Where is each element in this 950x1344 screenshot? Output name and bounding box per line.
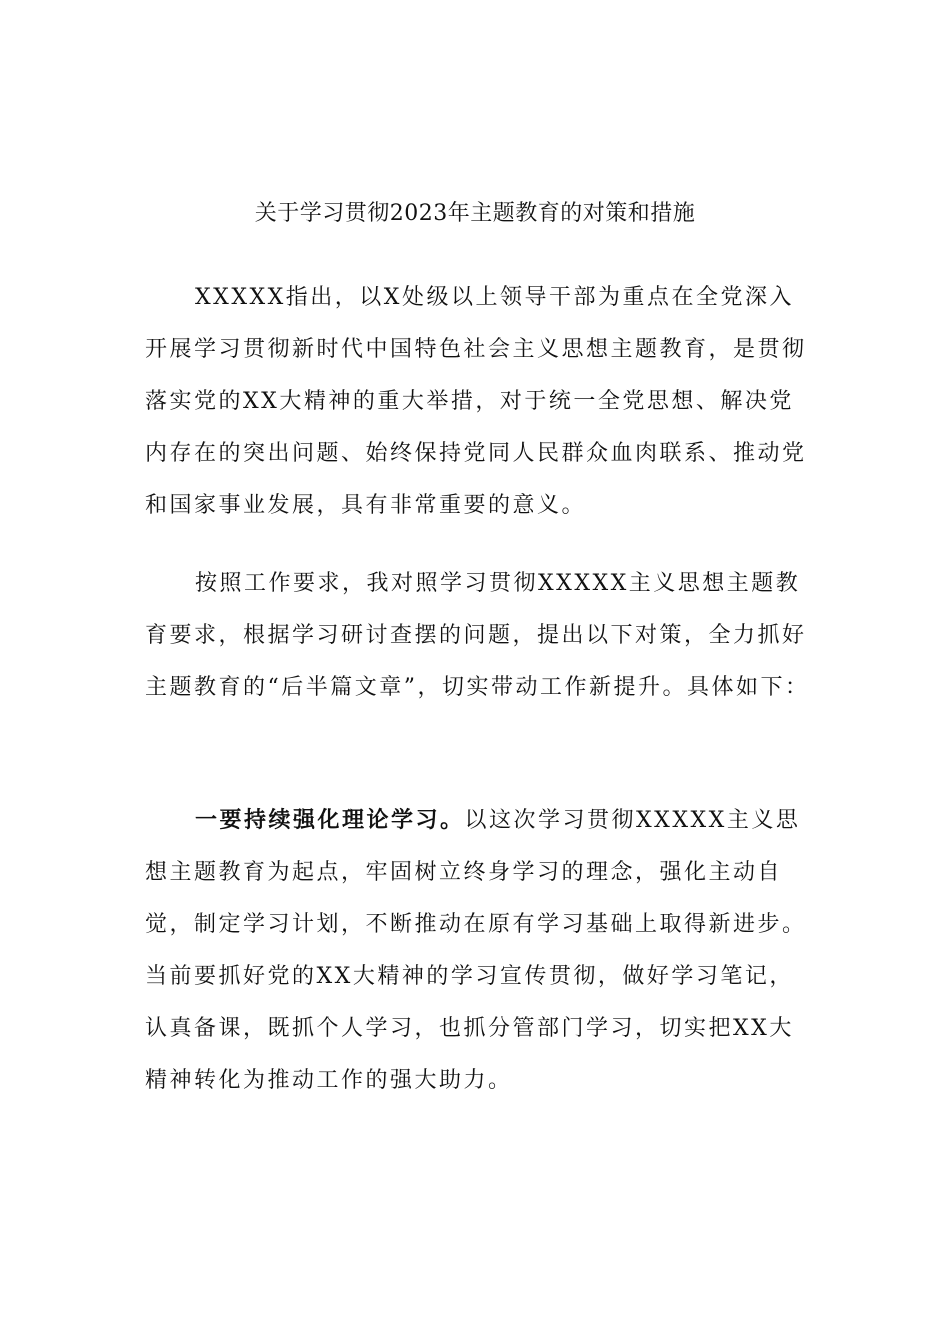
paragraph-text: 按照工作要求，我对照学习贯彻XXXXX主义思想主题教育要求，根据学习研讨查摆的问题，提出以下对策，全力抓好主题教育的“后半篇文章”，切实带动工作新提升。具体如下： [145, 571, 810, 700]
paragraph-measure-1 [145, 794, 810, 1107]
document-title: 关于学习贯彻2023年主题教育的对策和措施 [254, 201, 696, 226]
paragraph-intro [145, 272, 810, 532]
paragraph-text: XXXXX指出，以X处级以上领导干部为重点在全党深入开展学习贯彻新时代中国特色社会主义思想主题教育，是贯彻落实党的XX大精神的重大举措，对于统一全党思想、解决党内存在的突出问题、始终保持党同人民群众血肉联系、推动党和国家事业发展，具有非常重要的意义。 [145, 285, 807, 518]
paragraph-text: 以这次学习贯彻XXXXX主义思想主题教育为起点，牢固树立终身学习的理念，强化主动自觉，制定学习计划，不断推动在原有学习基础上取得新进步。当前要抓好党的XX大精神的学习宣传贯彻，做好学习笔记，认真备课，既抓个人学习，也抓分管部门学习，切实把XX大精神转化为推动工作的强大助力。 [145, 808, 807, 1093]
paragraph-requirements [145, 558, 810, 714]
paragraph-lead-heading: 一要持续强化理论学习。 [195, 807, 465, 833]
